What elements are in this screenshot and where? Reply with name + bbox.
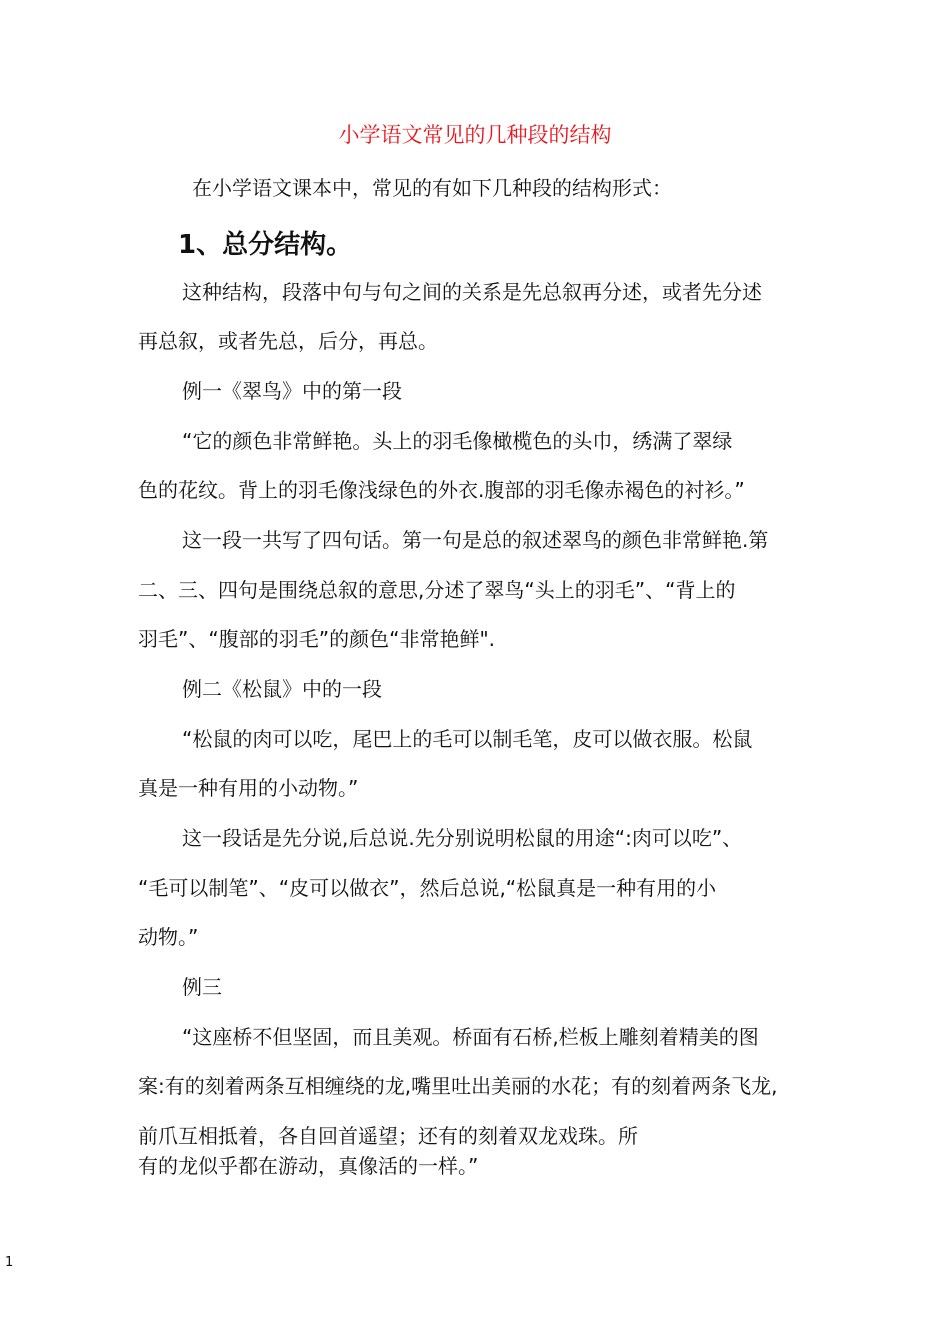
intro-paragraph: 在小学语文课本中，常见的有如下几种段的结构形式：	[192, 176, 672, 200]
text-line: “毛可以制笔”、“皮可以做衣”，然后总说,“松鼠真是一种有用的小	[138, 876, 717, 900]
example-label: 例二《松鼠》中的一段	[182, 677, 382, 701]
quote-line: 真是一种有用的小动物。”	[138, 776, 359, 800]
quote-line: “松鼠的肉可以吃，尾巴上的毛可以制毛笔，皮可以做衣服。松鼠	[182, 727, 753, 751]
text-line: 再总叙，或者先总，后分，再总。	[138, 329, 438, 353]
page-number: 1	[5, 1255, 14, 1270]
example-label: 例三	[182, 975, 222, 999]
text-line: 这种结构，段落中句与句之间的关系是先总叙再分述，或者先分述	[182, 280, 762, 304]
example-label: 例一《翠鸟》中的第一段	[182, 379, 402, 403]
quote-line: “它的颜色非常鲜艳。头上的羽毛像橄榄色的头巾，绣满了翠绿	[182, 429, 733, 453]
text-line: 这一段一共写了四句话。第一句是总的叙述翠鸟的颜色非常鲜艳.第	[182, 528, 769, 552]
quote-line: 前爪互相抵着，各自回首遥望；还有的刻着双龙戏珠。所	[138, 1124, 638, 1148]
quote-line: 有的龙似乎都在游动，真像活的一样。”	[138, 1154, 479, 1178]
document-title: 小学语文常见的几种段的结构	[338, 123, 612, 147]
text-line: 羽毛”、“腹部的羽毛”的颜色“非常艳鲜".	[138, 627, 496, 651]
quote-line: 色的花纹。背上的羽毛像浅绿色的外衣.腹部的羽毛像赤褐色的衬衫。”	[138, 478, 745, 502]
text-line: 二、三、四句是围绕总叙的意思,分述了翠鸟“头上的羽毛”、“背上的	[138, 578, 736, 602]
text-line: 动物。”	[138, 925, 199, 949]
quote-line: 案:有的刻着两条互相缠绕的龙,嘴里吐出美丽的水花；有的刻着两条飞龙,	[138, 1074, 778, 1098]
quote-line: “这座桥不但坚固，而且美观。桥面有石桥,栏板上雕刻着精美的图	[182, 1025, 759, 1049]
text-line: 这一段话是先分说,后总说.先分别说明松鼠的用途“:肉可以吃”、	[182, 826, 743, 850]
section-heading: 1、总分结构。	[178, 230, 353, 260]
